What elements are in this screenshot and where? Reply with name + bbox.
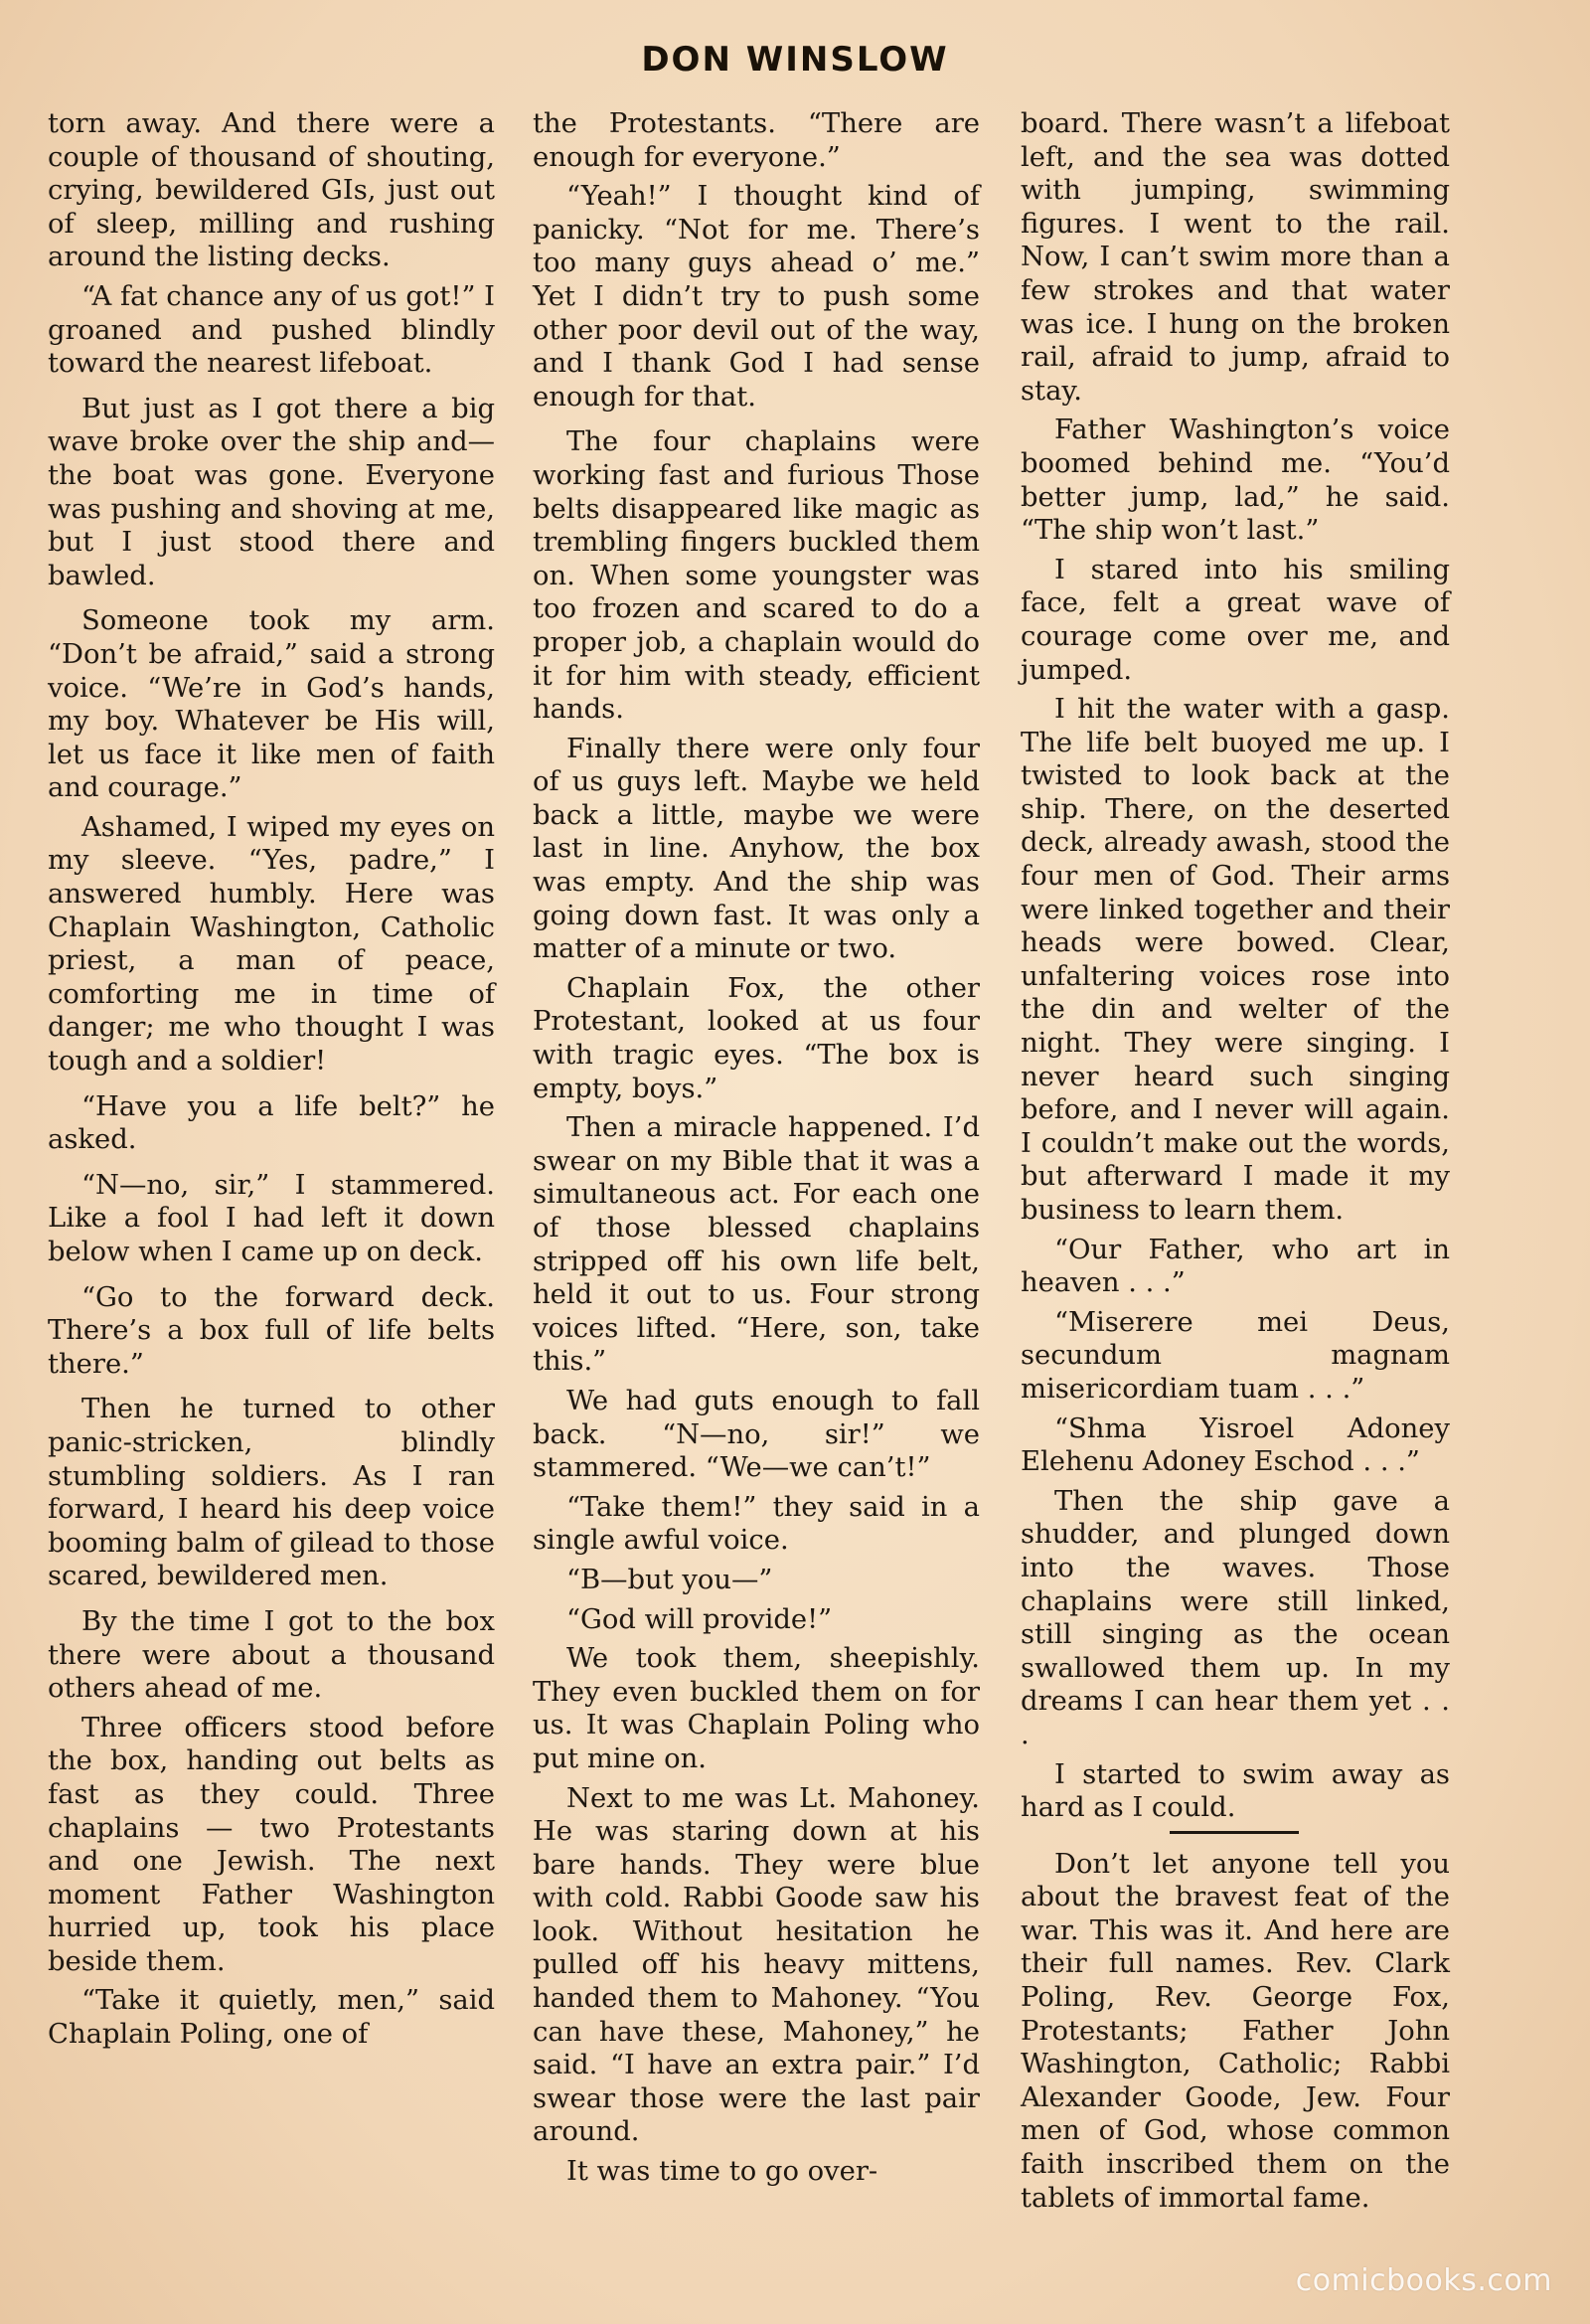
paragraph: Then the ship gave a shudder, and plunged down into the waves. Those chaplains were still linked, still singing as the ocean swallowed them up. In my dreams I can hear them yet . . . bbox=[1021, 1485, 1450, 1750]
paragraph: “Take them!” they said in a single awful voice. bbox=[533, 1491, 980, 1557]
paragraph: Next to me was Lt. Mahoney. He was staring down at his bare hands. They were blue with cold. Rabbi Goode saw his look. Without hesitation he pulled off his heavy mittens, handed them to Mahoney. “You can have these, Mahoney,” he said. “I have an extra pair.” I’d swear those were the last pair around. bbox=[533, 1782, 980, 2148]
paragraph: “God will provide!” bbox=[566, 1603, 833, 1635]
paragraph: I stared into his smiling face, felt a great wave of courage come over me, and jumped. bbox=[1021, 554, 1450, 686]
paragraph: “Take it quietly, men,” said Chaplain Poling, one of bbox=[48, 1985, 495, 2051]
paragraph: Then a miracle happened. I’d swear on my Bible that it was a simultaneous act. For each one of those blessed chaplains stripped off his own life belt, held it out to us. Four strong voices lifted. “Here, son, take this.” bbox=[533, 1112, 980, 1378]
paragraph: “A fat chance any of us got!” I groaned and pushed blindly toward the nearest lifeboat. bbox=[48, 280, 495, 380]
paragraph: I started to swim away as hard as I could. bbox=[1021, 1758, 1450, 1824]
paragraph: Chaplain Fox, the other Protestant, looked at us four with tragic eyes. “The box is empty, boys.” bbox=[533, 972, 980, 1104]
paragraph: “Our Father, who art in heaven . . .” bbox=[1021, 1234, 1450, 1299]
paragraph: “Yeah!” I thought kind of panicky. “Not for me. There’s too many guys ahead o’ me.” Yet I didn’t try to push some other poor devil out of the way, and I thank God I had sense enough for that. bbox=[533, 181, 980, 413]
paragraph: It was time to go over- bbox=[566, 2156, 878, 2188]
paragraph: the Protestants. “There are enough for everyone.” bbox=[533, 108, 980, 173]
section-divider bbox=[1170, 1831, 1299, 1834]
paragraph: “N—no, sir,” I stammered. Like a fool I had left it down below when I came up on deck. bbox=[48, 1169, 495, 1267]
paragraph: “Miserere mei Deus, secundum magnam misericordiam tuam . . .” bbox=[1021, 1306, 1450, 1405]
paragraph: Then he turned to other panic-stricken, blindly stumbling soldiers. As I ran forward, I heard his deep voice booming balm of gilead to those scared, bewildered men. bbox=[48, 1394, 495, 1592]
text-column-1 bbox=[48, 107, 495, 2058]
paragraph: But just as I got there a big wave broke over the ship and—the boat was gone. Everyone was pushing and shoving at me, but I just stood there and bawled. bbox=[48, 393, 495, 591]
paragraph: I hit the water with a gasp. The life belt buoyed me up. I twisted to look back at the ship. There, on the deserted deck, already awash, stood the four men of God. Their arms were linked together and their heads were bowed. Clear, unfaltering voices rose into the din and welter of the night. They were singing. I never heard such singing before, and I never will again. I couldn’t make out the words, but afterward I made it my business to learn them. bbox=[1021, 694, 1450, 1226]
text-column-2 bbox=[533, 107, 980, 2195]
paragraph: “B—but you—” bbox=[566, 1564, 773, 1595]
page-header-title: DON WINSLOW bbox=[641, 40, 949, 80]
paragraph: board. There wasn’t a lifeboat left, and the sea was dotted with jumping, swimming figures. I went to the rail. Now, I can’t swim more than a few strokes and that water was ice. I hung on the broken rail, afraid to jump, afraid to stay. bbox=[1021, 108, 1450, 407]
paragraph: By the time I got to the box there were about a thousand others ahead of me. bbox=[48, 1605, 495, 1705]
paragraph: Someone took my arm. “Don’t be afraid,” said a strong voice. “We’re in God’s hands, my boy. Whatever be His will, let us face it like men of faith and courage.” bbox=[48, 605, 495, 804]
paragraph: “Have you a life belt?” he asked. bbox=[48, 1090, 495, 1156]
paragraph: Father Washington’s voice boomed behind me. “You’d better jump, lad,” he said. “The ship won’t last.” bbox=[1021, 415, 1450, 547]
epilogue-paragraph: Don’t let anyone tell you about the bravest feat of the war. This was it. And here are their full names. Rev. Clark Poling, Rev. George Fox, Protestants; Father John Washington, Catholic; Rabbi Alexander Goode, Jew. Four men of God, whose common faith inscribed them on the tablets of immortal fame. bbox=[1021, 1848, 1450, 2214]
paragraph: “Go to the forward deck. There’s a box full of life belts there.” bbox=[48, 1281, 495, 1380]
paragraph: Finally there were only four of us guys left. Maybe we held back a little, maybe we were last in line. Anyhow, the box was empty. And the ship was going down fast. It was only a matter of a minute or two. bbox=[533, 733, 980, 965]
paragraph: Three officers stood before the box, handing out belts as fast as they could. Three chaplains — two Protestants and one Jewish. The next moment Father Washington hurried up, took his place beside them. bbox=[48, 1712, 495, 1977]
paragraph: The four chaplains were working fast and furious Those belts disappeared like magic as trembling fingers buckled them on. When some youngster was too frozen and scared to do a proper job, a chaplain would do it for him with steady, efficient hands. bbox=[533, 426, 980, 726]
text-column-3 bbox=[1021, 107, 1450, 2221]
paragraph: torn away. And there were a couple of thousand of shouting, crying, bewildered GIs, just out of sleep, milling and rushing around the listing decks. bbox=[48, 108, 495, 273]
watermark: comicbooks.com bbox=[1295, 2263, 1552, 2298]
paragraph: “Shma Yisroel Adoney Elehenu Adoney Eschod . . .” bbox=[1021, 1412, 1450, 1478]
paragraph: We took them, sheepishly. They even buckled them on for us. It was Chaplain Poling who put mine on. bbox=[533, 1643, 980, 1774]
paragraph: Ashamed, I wiped my eyes on my sleeve. “Yes, padre,” I answered humbly. Here was Chaplain Washington, Catholic priest, a man of peace, comforting me in time of danger; me who thought I was tough and a soldier! bbox=[48, 811, 495, 1078]
paragraph: We had guts enough to fall back. “N—no, sir!” we stammered. “We—we can’t!” bbox=[533, 1385, 980, 1484]
